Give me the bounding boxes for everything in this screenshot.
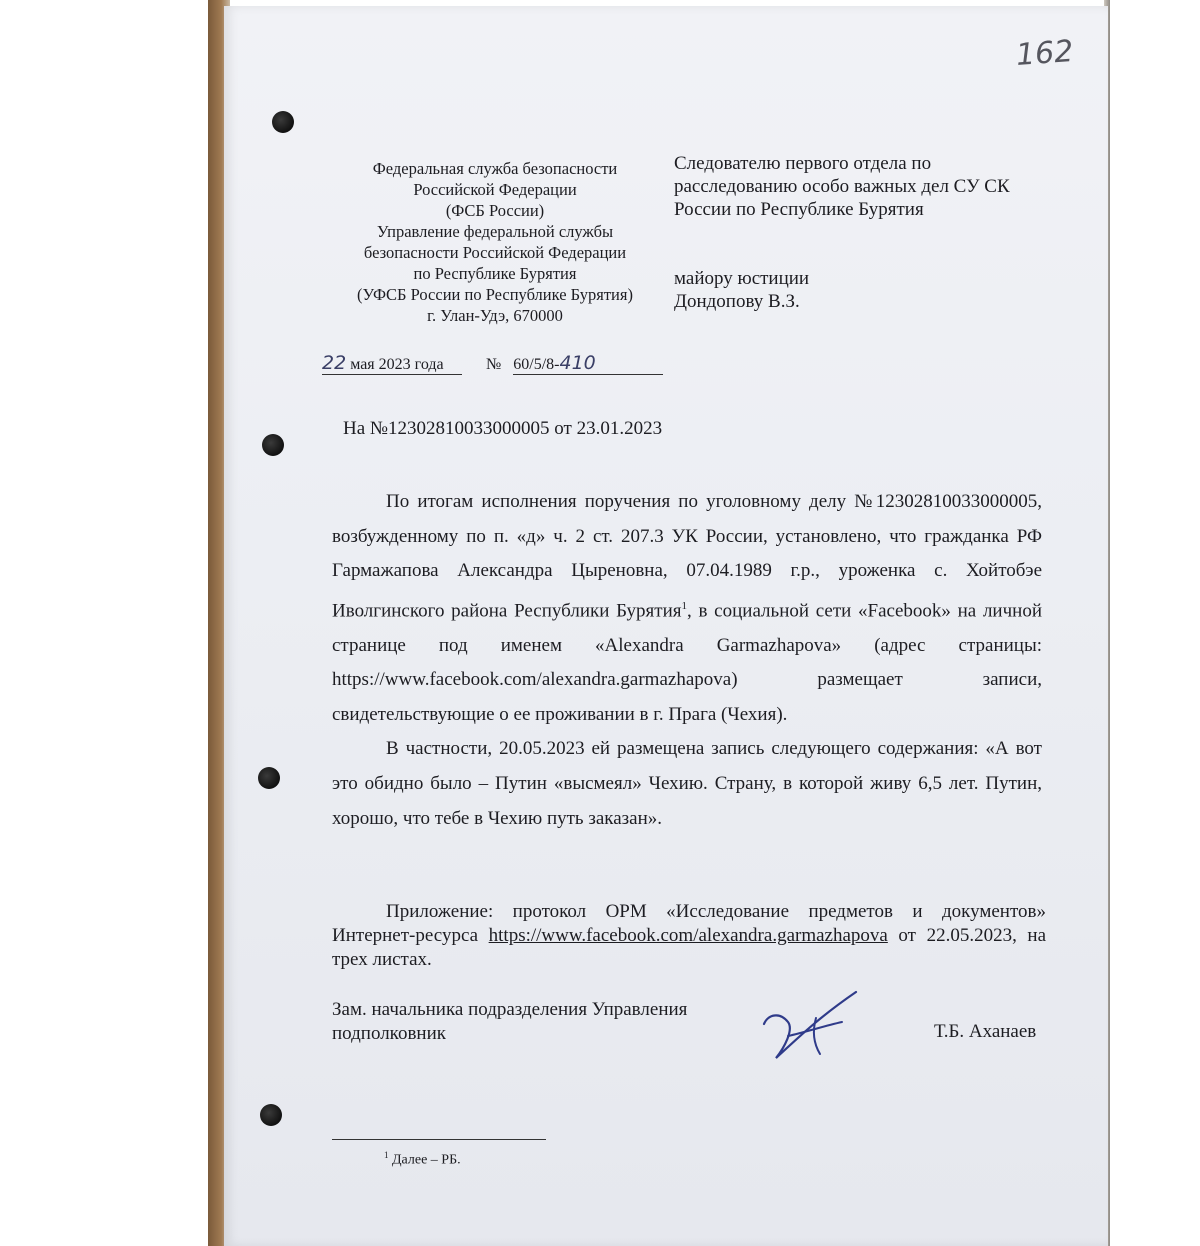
outgoing-number-prefix: 60/5/8-	[513, 356, 560, 373]
sender-line: г. Улан-Удэ, 670000	[427, 306, 563, 325]
punch-hole	[262, 434, 284, 456]
body-text-part: По итогам исполнения поручения по уголовному делу №12302810033000005, возбужденному по п. «д» ч. 2 ст. 207.3 УК России, установлено, что гражданка РФ Гармажапова Александра Цыреновна, 07.04.1989 г.р., уроженка с. Хойтобэе Иволгинского района Республики Бурятия	[332, 491, 1042, 622]
handwritten-signature	[758, 988, 868, 1068]
body-text-part: , в социальной сети «Facebook» на личной странице под именем «Alexandra Garmazhapova» (адрес страницы: https://www.facebook.com/alexandra.garmazhapova) размещает записи, свидетельствующие о ее проживании в г. Прага (Чехия).	[332, 600, 1042, 725]
signer-title	[332, 998, 687, 1046]
signer-name: Т.Б. Аханаев	[934, 1021, 1037, 1042]
attachment-text: от 22.05.2023, на трех листах.	[332, 925, 1047, 970]
footnote	[384, 1150, 461, 1169]
recipient-line: Следователю первого отдела по	[674, 153, 932, 174]
attachment-paragraph	[332, 900, 1046, 972]
body-paragraph	[332, 485, 1042, 732]
punch-hole	[272, 111, 294, 133]
signer-title-line: Зам. начальника подразделения Управления	[332, 999, 688, 1020]
attachment-block	[332, 900, 1046, 972]
sender-line: Российской Федерации	[413, 180, 577, 199]
recipient-line: России по Республике Бурятия	[674, 199, 924, 220]
date-and-number-line	[322, 352, 663, 375]
recipient-line: расследованию особо важных дел СУ СК	[674, 176, 1010, 197]
recipient-block	[674, 152, 1054, 313]
sender-line: (ФСБ России)	[445, 201, 545, 220]
sender-line: безопасности Российской Федерации	[363, 243, 627, 262]
sender-line: Федеральная служба безопасности	[372, 159, 618, 178]
attachment-text: Приложение: протокол ОРМ «Исследование предметов и документов» Интернет-ресурса	[332, 901, 1046, 946]
footnote-mark: 1	[681, 599, 688, 612]
body-paragraph: В частности, 20.05.2023 ей размещена запись следующего содержания: «А вот это обидно было – Путин «высмеял» Чехию. Страну, в которой живу 6,5 лет. Путин, хорошо, что тебе в Чехию путь заказан».	[332, 738, 1042, 829]
sender-line: Управление федеральной службы	[376, 222, 614, 241]
handwritten-page-number: 162	[1014, 34, 1075, 73]
signer-title-line: подполковник	[332, 1023, 446, 1044]
handwritten-day: 22	[322, 352, 347, 374]
date-month-year: мая 2023 года	[350, 356, 444, 373]
recipient-rank: майору юстиции	[674, 268, 810, 289]
footnote-divider	[332, 1139, 546, 1140]
punch-hole	[258, 767, 280, 789]
handwritten-number: 410	[559, 352, 596, 374]
footnote-text: Далее – РБ.	[388, 1152, 461, 1168]
sender-line: (УФСБ России по Республике Бурятия)	[357, 285, 633, 304]
reference-line: На №12302810033000005 от 23.01.2023	[343, 418, 663, 439]
recipient-name: Дондопову В.З.	[674, 291, 800, 312]
number-sign: №	[486, 356, 502, 373]
footnote-number: 1	[384, 1150, 389, 1160]
sender-line: по Республике Бурятия	[413, 264, 577, 283]
attachment-link[interactable]: https://www.facebook.com/alexandra.garmazhapova	[488, 925, 888, 946]
sender-block	[330, 158, 660, 326]
letter-body	[332, 485, 1042, 836]
punch-hole	[260, 1104, 282, 1126]
